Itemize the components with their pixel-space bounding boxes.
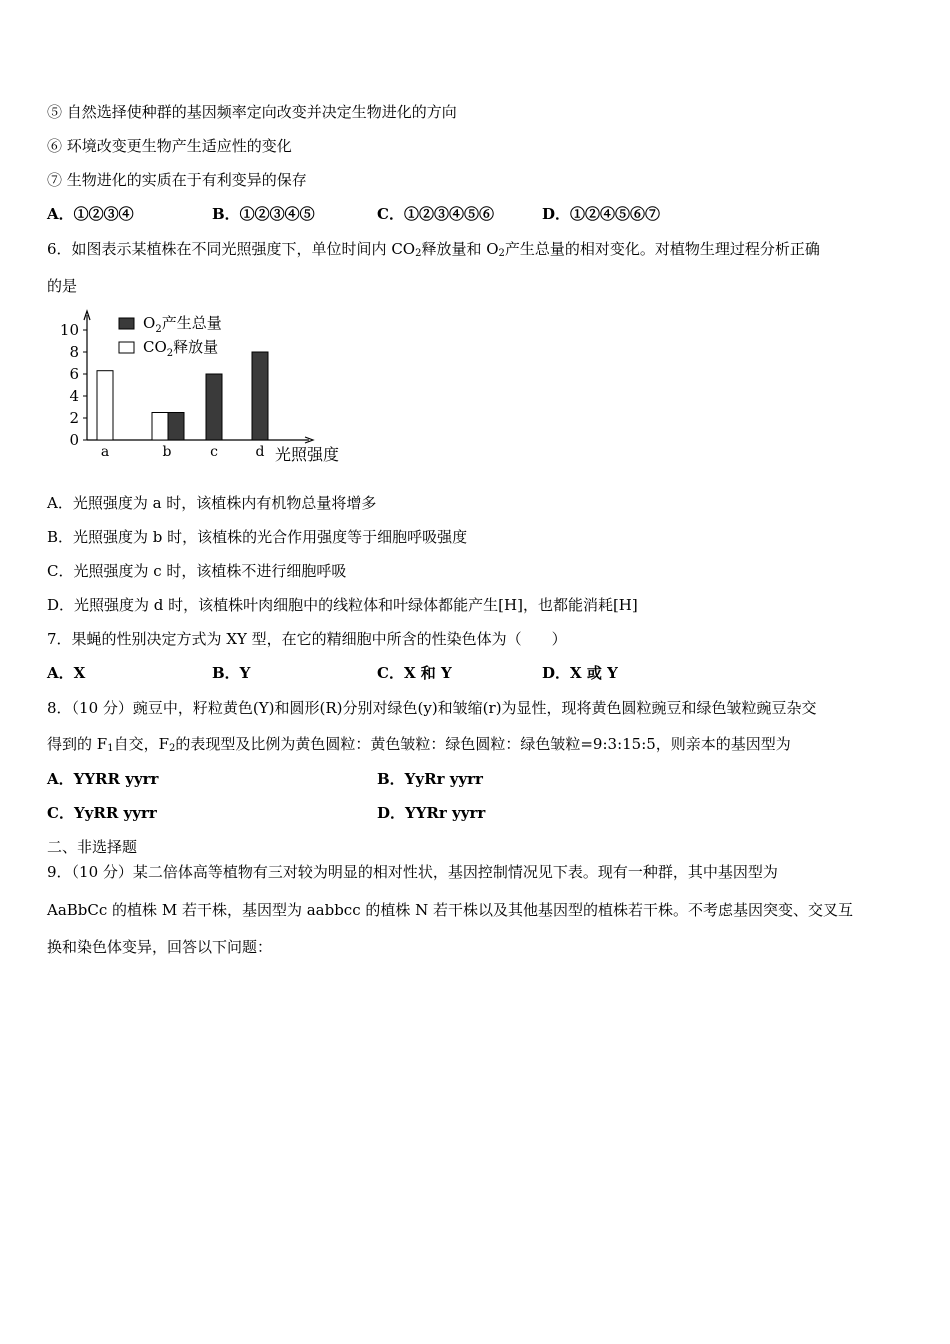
- q6-stem-mid: 释放量和 O: [421, 240, 499, 258]
- legend-label-o2: $O_2$产生总量: [143, 314, 222, 335]
- q6-stem-line1: 6．如图表示某植株在不同光照强度下，单位时间内 $CO_2$释放量和 $O_2$产生总量的相对变化。对植物生理过程分析正确: [47, 240, 820, 259]
- statement-5: ⑤ 自然选择使种群的基因频率定向改变并决定生物进化的方向: [47, 103, 457, 121]
- legend-label-co2: $CO_2$释放量: [143, 338, 219, 359]
- legend-swatch-co2: [119, 342, 134, 353]
- q7-option-d: D．X 或 Y: [542, 664, 618, 682]
- y-tick-label: 6: [69, 365, 79, 383]
- q8-stem-line2: [47, 734, 791, 754]
- statement-7: ⑦ 生物进化的实质在于有利变异的保存: [47, 171, 307, 189]
- q7-option-a: A．X: [47, 664, 86, 682]
- x-tick-label: a: [100, 444, 110, 460]
- bar-o2: [206, 374, 222, 440]
- q8-stem-part-b: 自交，F: [113, 735, 169, 753]
- q6-stem-suffix: 产生总量的相对变化。对植物生理过程分析正确: [504, 240, 820, 258]
- bar-co2: [97, 371, 113, 440]
- legend-swatch-o2: [119, 318, 134, 329]
- q7-option-b: B．Y: [212, 664, 251, 682]
- section-title: 二、非选择题: [47, 838, 138, 856]
- y-tick-label: 10: [59, 321, 79, 339]
- q8-option-c: C．YyRR yyrr: [47, 804, 157, 822]
- y-tick-label: 2: [69, 409, 79, 427]
- q7-option-c: C．X 和 Y: [377, 664, 452, 682]
- bar-co2: [152, 413, 168, 441]
- q8-option-a: A．YYRR yyrr: [47, 770, 159, 788]
- x-tick-label: b: [162, 444, 172, 460]
- q7-stem: 7．果蝇的性别决定方式为 XY 型，在它的精细胞中所含的性染色体为（ ）: [47, 630, 567, 648]
- q8-sub-1: 1: [107, 743, 114, 754]
- q9-line3: 换和染色体变异，回答以下问题：: [47, 938, 273, 956]
- q6-option-b: B．光照强度为 b 时，该植株的光合作用强度等于细胞呼吸强度: [47, 528, 468, 546]
- y-tick-label: 4: [69, 387, 79, 405]
- q6-option-a: A．光照强度为 a 时，该植株内有机物总量将增多: [47, 494, 377, 512]
- q8-stem-part-c: 的表现型及比例为黄色圆粒：黄色皱粒：绿色圆粒：绿色皱粒=9:3:15:5，则亲本的基因型为: [175, 735, 791, 753]
- q5-option-a: A．①②③④: [47, 205, 134, 223]
- x-tick-label: d: [255, 444, 265, 460]
- q9-line1: 9．（10 分）某二倍体高等植物有三对较为明显的相对性状，基因控制情况见下表。现有一种群，其中基因型为: [47, 863, 778, 881]
- q5-option-b: B．①②③④⑤: [212, 205, 315, 223]
- q6-option-c: C．光照强度为 c 时，该植株不进行细胞呼吸: [47, 562, 347, 580]
- x-axis-label: 光照强度: [275, 445, 340, 464]
- q8-stem-part-a: 得到的 F: [47, 735, 108, 753]
- q6-option-d: D．光照强度为 d 时，该植株叶肉细胞中的线粒体和叶绿体都能产生[H]，也都能消耗[H]: [47, 596, 638, 614]
- q6-stem-prefix: 6．如图表示某植株在不同光照强度下，单位时间内 CO: [47, 240, 416, 258]
- y-tick-label: 8: [69, 343, 79, 361]
- q8-option-b: B．YyRr yyrr: [377, 770, 483, 788]
- q8-option-d: D．YYRr yyrr: [377, 804, 486, 822]
- q8-sub-2: 2: [168, 743, 176, 754]
- bar-o2: [252, 352, 268, 440]
- y-tick-label: 0: [69, 431, 79, 449]
- bar-chart: [47, 305, 357, 470]
- x-tick-label: c: [210, 444, 218, 460]
- statement-6: ⑥ 环境改变更生物产生适应性的变化: [47, 137, 292, 155]
- q6-stem-line2: 的是: [47, 277, 78, 295]
- q9-line2: AaBbCc 的植株 M 若干株，基因型为 aabbcc 的植株 N 若干株以及其他基因型的植株若干株。不考虑基因突变、交叉互: [47, 901, 854, 919]
- q8-stem-line1: 8．（10 分）豌豆中，籽粒黄色(Y)和圆形(R)分别对绿色(y)和皱缩(r)为显性，现将黄色圆粒豌豆和绿色皱粒豌豆杂交: [47, 699, 817, 717]
- q5-option-d: D．①②④⑤⑥⑦: [542, 205, 661, 223]
- bar-o2: [168, 413, 184, 441]
- q5-option-c: C．①②③④⑤⑥: [377, 205, 494, 223]
